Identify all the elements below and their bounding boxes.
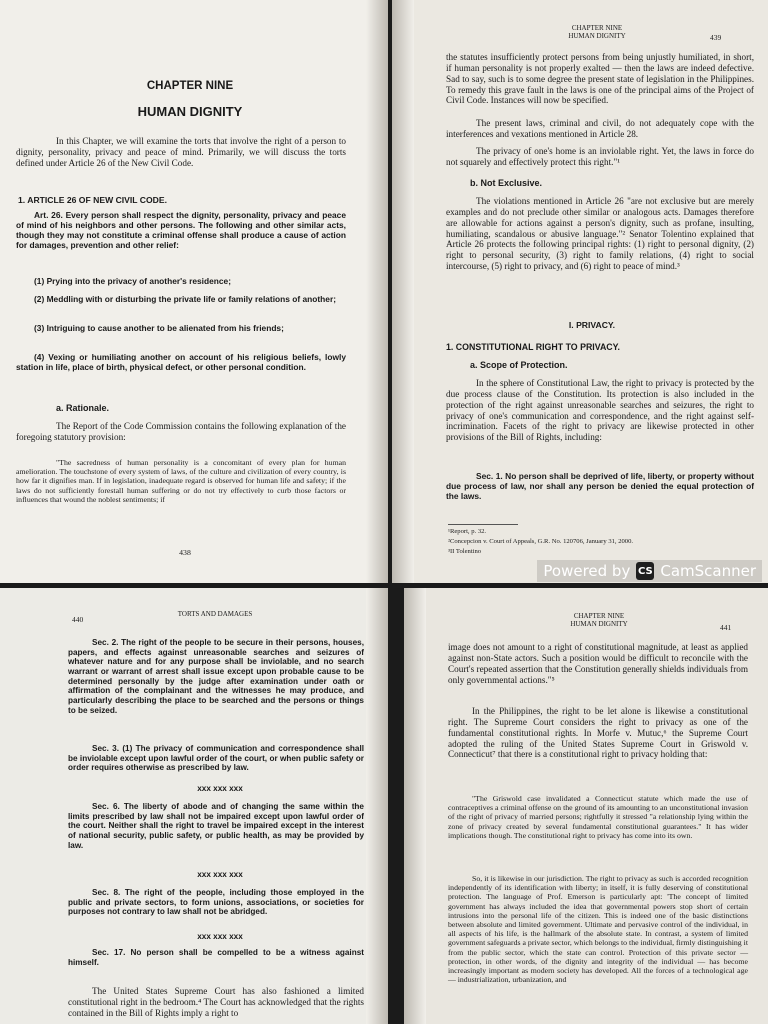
- subheading-scope: a. Scope of Protection.: [470, 360, 568, 370]
- rationale-paragraph: The Report of the Code Commission contains the following explanation of the foregoing statutory provision:: [16, 421, 346, 442]
- bill-of-rights-section-2: Sec. 2. The right of the people to be secure in their persons, houses, papers, and effects against unreasonable searches and seizures of whatever nature and for any purpose shall be inviolable, and no search warrant or warrant of arrest shall issue except upon probable cause to be determined personally by the judge after examination under oath or affirmation of the complainant and the witnesses he may produce, and particularly describing the place to be searched and the persons or things to be seized.: [68, 638, 364, 715]
- paragraph-statutes: the statutes insufficiently protect persons from being unjustly humiliated, in short, if human personality is not properly exalted — then the laws are indeed defective. Sad to say, such is to some degree the present state of legislation in the Philippines. To remedy this grave fault in the laws is one of the principal aims of the Project of Civil Code. Instances will now be specified.: [446, 52, 754, 106]
- griswold-quote: "The Griswold case invalidated a Connecticut statute which made the use of contraceptives a criminal offense on the ground of its amounting to an unconstitutional invasion of the right of privacy of married persons; rightfully it stressed "a relationship lying within the zone of privacy created by several fundamental constitutional guarantees." It has wider implications though. The constitutional right to privacy has come into its own.: [448, 794, 748, 840]
- watermark-text: Powered by: [543, 562, 631, 580]
- subheading-rationale: a. Rationale.: [56, 403, 110, 413]
- subheading-not-exclusive: b. Not Exclusive.: [470, 178, 543, 188]
- article-26-item-4: (4) Vexing or humiliating another on account of his religious beliefs, lowly station in life, place of birth, physical defect, or other personal condition.: [16, 352, 346, 372]
- paragraph-us-supreme-court: The United States Supreme Court has also fashioned a limited constitutional right in the bedroom.⁴ The Court has acknowledged that the rights contained in the Bill of Rights imply a right to: [68, 986, 364, 1018]
- paragraph-privacy-home: The privacy of one's home is an inviolable right. Yet, the laws in force do not squarely and effectively protect this right."¹: [446, 146, 754, 167]
- article-26-text: Art. 26. Every person shall respect the dignity, personality, privacy and peace of mind of his neighbors and other persons. The following and other similar acts, though they may not constitute a criminal offense shall produce a cause of action for damages, prevention and other relief:: [16, 210, 346, 250]
- section-heading-article-26: 1. ARTICLE 26 OF NEW CIVIL CODE.: [18, 195, 167, 205]
- page-438: [0, 0, 388, 583]
- running-header: TORTS AND DAMAGES: [177, 610, 253, 618]
- footnote-1: ¹Report, p. 32.: [448, 528, 487, 535]
- separator-1: xxx xxx xxx: [197, 784, 243, 793]
- page-number-440: 440: [72, 615, 84, 624]
- separator-3: xxx xxx xxx: [197, 932, 243, 941]
- camscanner-logo-icon: CS: [636, 562, 654, 580]
- running-header: CHAPTER NINE HUMAN DIGNITY: [570, 612, 628, 629]
- page-440: [0, 588, 388, 1024]
- page-number-438: 438: [179, 548, 191, 557]
- page-gutter-shadow: [392, 0, 414, 583]
- paragraph-violations: The violations mentioned in Article 26 "are not exclusive but are merely examples and do not preclude other similar or analogous acts. Damages therefore are allowable for actions against a person's dignity, such as profane, insulting, humiliating, scandalous or abusive language."² Senator Tolentino explained that Article 26 protects the following principal rights: (1) right to personal dignity, (2) right to personal security, (3) right to family relations, (4) right to social intercourse, (5) right to privacy, and (6) right to peace of mind.³: [446, 196, 754, 272]
- intro-paragraph: In this Chapter, we will examine the torts that involve the right of a person to dignity, personality, privacy and peace of mind. Primarily, we will discuss the torts defined under Article 26 of the New Civil Code.: [16, 136, 346, 168]
- emerson-quote: So, it is likewise in our jurisdiction. The right to privacy as such is accorded recognition independently of its identification with liberty; in itself, it is fully deserving of constitutional protection. The language of Prof. Emerson is particularly apt: 'The concept of limited government has always included the idea that governmental powers stop short of certain intrusions into the personal life of the citizen. This is indeed one of the basic distinctions between absolute and limited government. Ultimate and pervasive control of the individual, in all aspects of his life, is the hallmark of the absolute state. In contrast, a system of limited government safeguards a private sector, which belongs to the individual, firmly distinguishing it from the public sector, which the state can control. Protection of this private sector — protection, in other words, of the dignity and integrity of the individual — has become increasingly important as modern society has developed. All the forces of a technological age — industrialization, urbanization, and: [448, 874, 748, 985]
- section-heading-constitutional-privacy: 1. CONSTITUTIONAL RIGHT TO PRIVACY.: [446, 342, 620, 352]
- article-26-item-1: (1) Prying into the privacy of another's residence;: [34, 276, 231, 286]
- running-header: CHAPTER NINE HUMAN DIGNITY: [568, 24, 626, 41]
- footnote-2: ²Concepcion v. Court of Appeals, G.R. No. 120706, January 31, 2000.: [448, 538, 634, 545]
- chapter-label: CHAPTER NINE: [146, 80, 234, 92]
- page-gutter-shadow: [366, 588, 388, 1024]
- bill-of-rights-section-6: Sec. 6. The liberty of abode and of changing the same within the limits prescribed by law shall not be impaired except upon lawful order of the court. Neither shall the right to travel be impaired except in the interest of national security, public safety, or public health, as may be provided by law.: [68, 802, 364, 850]
- page-number-439: 439: [710, 33, 722, 42]
- footnote-rule: [448, 524, 518, 525]
- page-439: [392, 0, 768, 583]
- bill-of-rights-section-17: Sec. 17. No person shall be compelled to be a witness against himself.: [68, 948, 364, 967]
- paragraph-constitutional-law: In the sphere of Constitutional Law, the right to privacy is protected by the due process clause of the Constitution. Its protection is also included in the protection of the right against unreasonable searches and seizures, the right to privacy of one's communication and correspondence, and the right against self-incrimination. Facets of the right to privacy are likewise protected in other provisions of the Bill of Rights, including:: [446, 378, 754, 443]
- chapter-title: HUMAN DIGNITY: [137, 104, 243, 119]
- part-heading-privacy: I. PRIVACY.: [568, 320, 616, 330]
- code-commission-quote: "The sacredness of human personality is a concomitant of every plan for human amelioration. The touchstone of every system of laws, of the culture and civilization of every country, is how far it dignifies man. If in legislation, inadequate regard is observed for human life and safety; if the laws do not sufficiently forestall human suffering or do not try effectively to curb those factors or influences that wound the noblest sentiments; if: [16, 458, 346, 504]
- paragraph-image: image does not amount to a right of constitutional magnitude, at least as applied against non-State actors. Such a position would be difficult to reconcile with the Court's repeated assertion that the Constitution generally shields individuals from only governmental actions."⁵: [448, 642, 748, 685]
- footnote-3: ³II Tolentino: [448, 548, 482, 555]
- article-26-item-3: (3) Intriguing to cause another to be alienated from his friends;: [34, 323, 284, 333]
- camscanner-watermark: [537, 560, 762, 582]
- page-gutter-shadow: [404, 588, 426, 1024]
- bill-of-rights-section-1: Sec. 1. No person shall be deprived of life, liberty, or property without due process of law, nor shall any person be denied the equal protection of the laws.: [446, 471, 754, 501]
- paragraph-philippines: In the Philippines, the right to be let alone is likewise a constitutional right. The Supreme Court considers the right to privacy as one of the fundamental constitutional rights. In Morfe v. Mutuc,⁶ the Supreme Court adopted the ruling of the United States Supreme Court in Griswold v. Connecticut⁷ that there is a constitutional right to privacy holding that:: [448, 706, 748, 760]
- page-number-441: 441: [720, 623, 732, 632]
- bill-of-rights-section-3: Sec. 3. (1) The privacy of communication and correspondence shall be inviolable except upon lawful order of the court, or when public safety or order requires otherwise as prescribed by law.: [68, 744, 364, 773]
- page-gutter-shadow: [366, 0, 388, 583]
- paragraph-present-laws: The present laws, criminal and civil, do not adequately cope with the interferences and vexations mentioned in Article 28.: [446, 118, 754, 139]
- watermark-brand: CamScanner: [660, 562, 756, 580]
- bill-of-rights-section-8: Sec. 8. The right of the people, including those employed in the public and private sectors, to form unions, associations, or societies for purposes not contrary to law shall not be abridged.: [68, 888, 364, 917]
- page-441: [404, 588, 768, 1024]
- article-26-item-2: (2) Meddling with or disturbing the private life or family relations of another;: [34, 294, 336, 304]
- separator-2: xxx xxx xxx: [197, 870, 243, 879]
